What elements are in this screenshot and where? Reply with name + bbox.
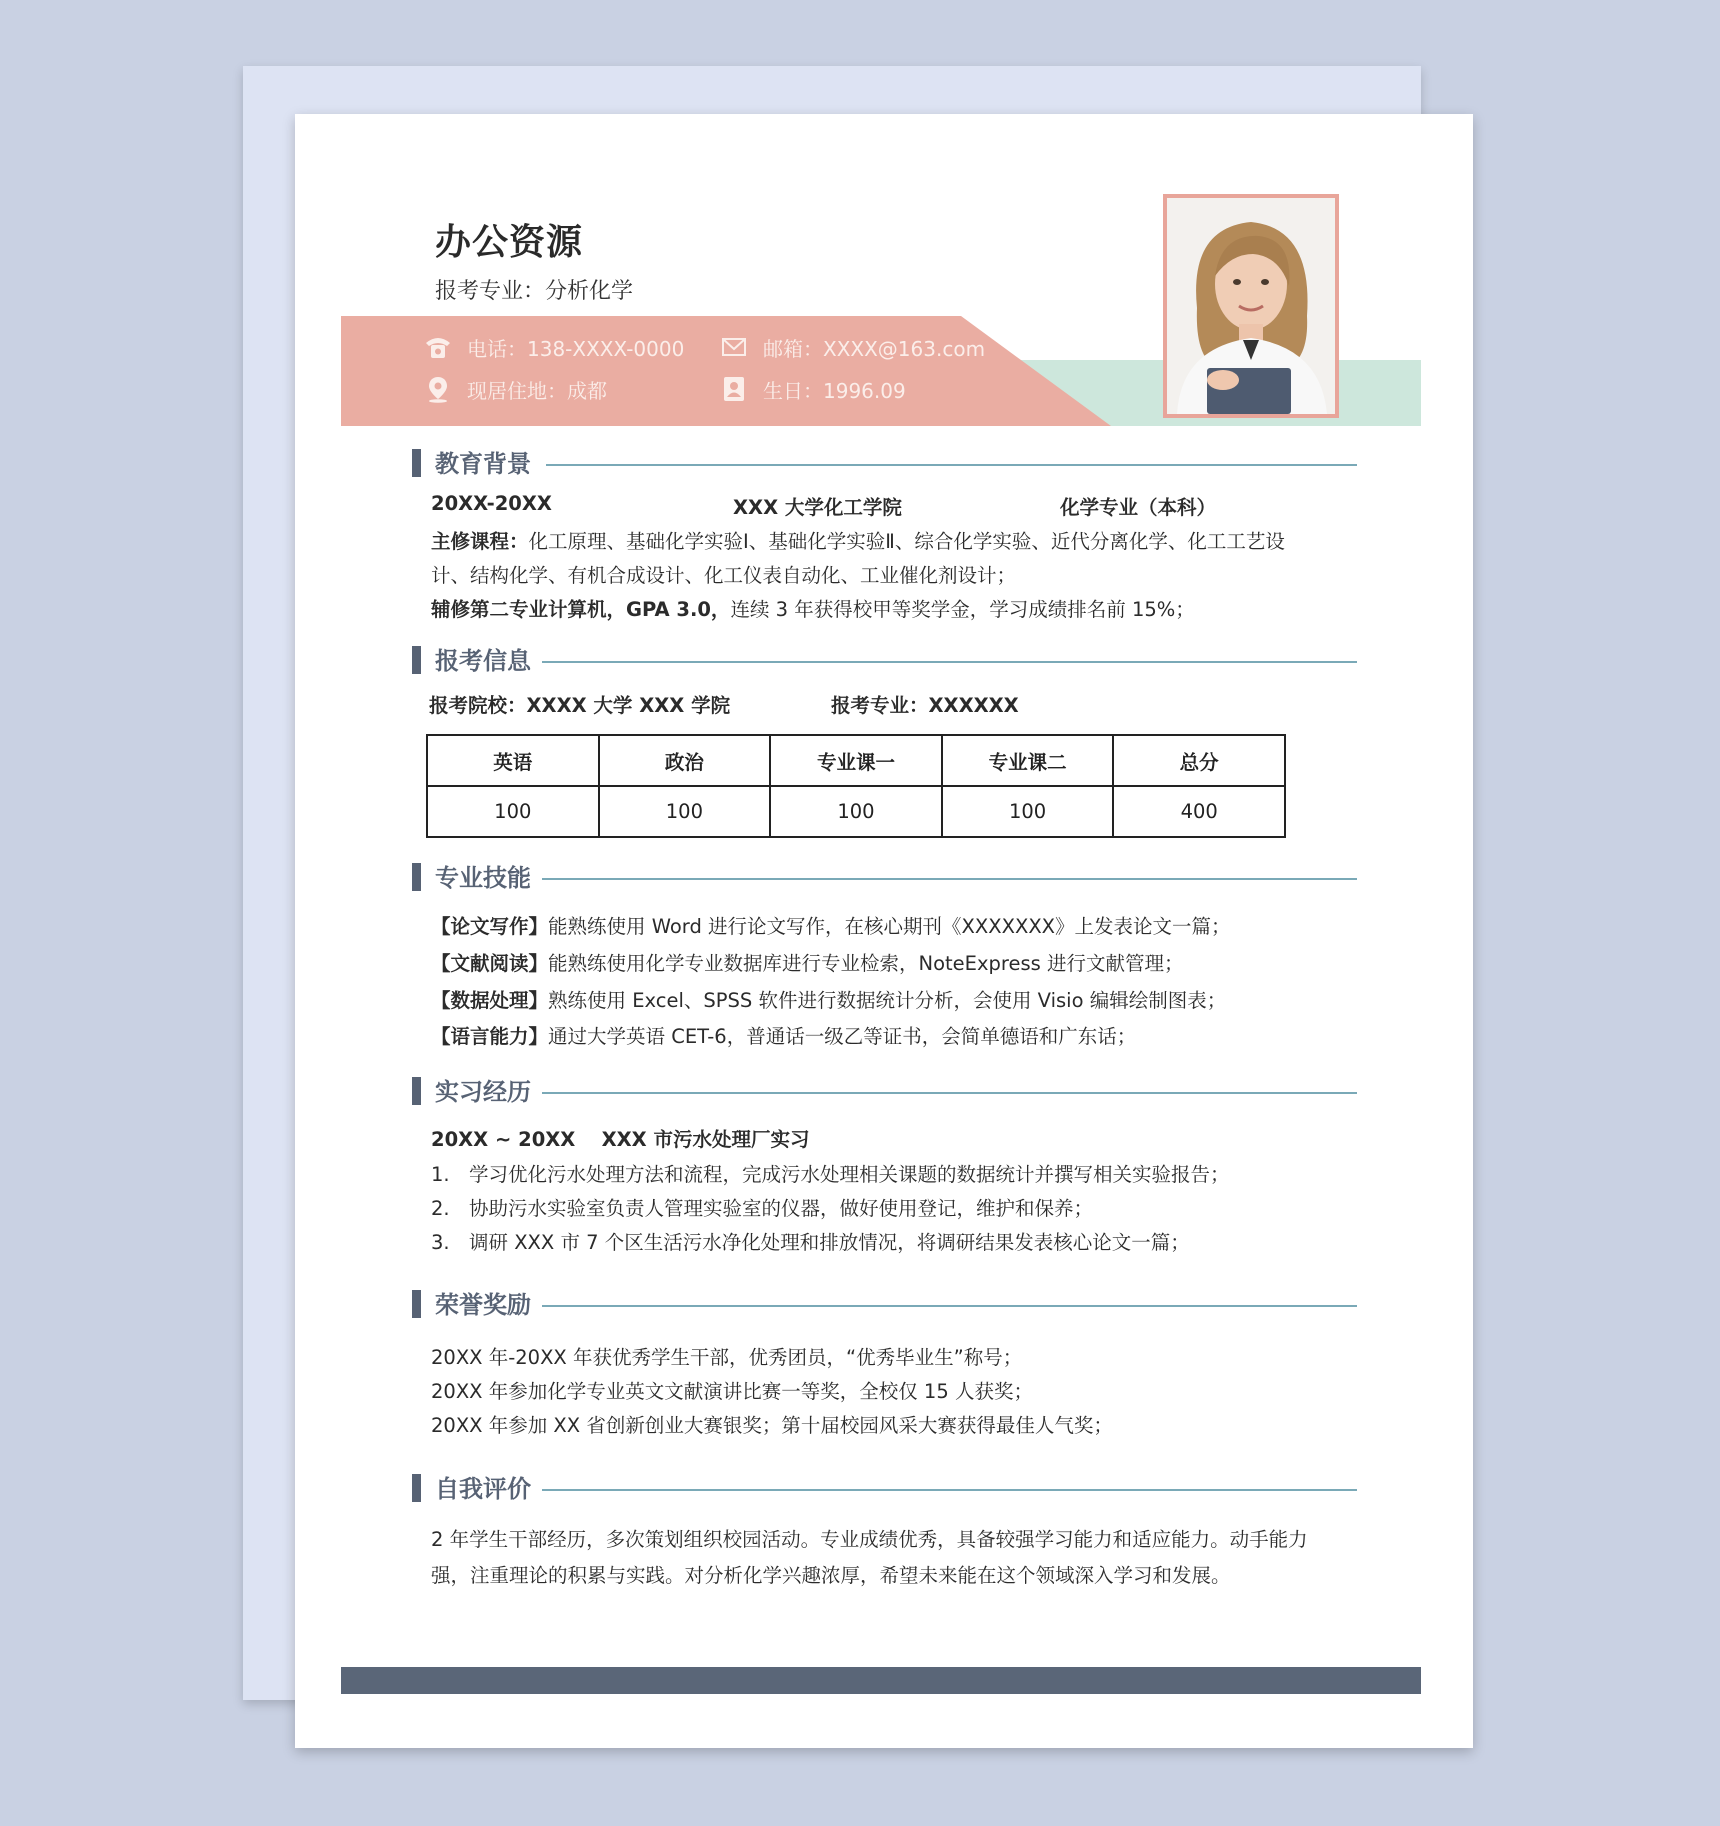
table-cell: 400 xyxy=(1113,786,1285,837)
skill-text: 熟练使用 Excel、SPSS 软件进行数据统计分析，会使用 Visio 编辑绘制图表； xyxy=(548,989,1227,1012)
candidate-name: 办公资源 xyxy=(435,221,584,263)
table-cell: 100 xyxy=(599,786,771,837)
list-number: 3. xyxy=(431,1231,450,1254)
internship-title: 20XX ~ 20XX XXX 市污水处理厂实习 xyxy=(431,1128,810,1151)
section-skills xyxy=(412,860,1357,894)
skill-label: 【论文写作】 xyxy=(431,915,549,938)
courses-label: 主修课程： xyxy=(431,530,529,553)
table-cell: 100 xyxy=(770,786,942,837)
list-text: 调研 XXX 市 7 个区生活污水净化处理和排放情况，将调研结果发表核心论文一篇； xyxy=(469,1231,1190,1254)
list-item xyxy=(431,1227,1190,1255)
mail-icon xyxy=(719,332,749,362)
skill-text: 通过大学英语 CET-6，普通话一级乙等证书，会简单德语和广东话； xyxy=(548,1025,1137,1048)
section-title: 报考信息 xyxy=(435,647,531,675)
exam-major: 报考专业：XXXXXX xyxy=(831,694,1019,717)
section-marker xyxy=(412,646,421,674)
courses-line1: 化工原理、基础化学实验Ⅰ、基础化学实验Ⅱ、综合化学实验、近代分离化学、化工工艺设 xyxy=(528,530,1285,553)
section-marker xyxy=(412,1077,421,1105)
contact-email xyxy=(719,332,985,362)
exam-school: 报考院校：XXXX 大学 XXX 学院 xyxy=(429,694,731,717)
table-header-cell: 专业课二 xyxy=(942,735,1114,786)
id-card-icon xyxy=(719,374,749,404)
score-table xyxy=(426,734,1286,838)
section-education xyxy=(412,446,1357,480)
section-internship xyxy=(412,1074,1357,1108)
section-marker xyxy=(412,1290,421,1318)
table-row xyxy=(427,786,1285,837)
minor-bold: 辅修第二专业计算机，GPA 3.0， xyxy=(431,598,731,621)
self-eval-line2: 强，注重理论的积累与实践。对分析化学兴趣浓厚，希望未来能在这个领域深入学习和发展。 xyxy=(431,1564,1231,1587)
table-cell: 100 xyxy=(427,786,599,837)
skill-text: 能熟练使用 Word 进行论文写作，在核心期刊《XXXXXXX》上发表论文一篇； xyxy=(548,915,1231,938)
table-cell: 100 xyxy=(942,786,1114,837)
section-marker xyxy=(412,1474,421,1502)
section-title: 教育背景 xyxy=(435,450,531,478)
section-divider xyxy=(542,1305,1357,1307)
honor-item: 20XX 年参加化学专业英文文献演讲比赛一等奖，全校仅 15 人获奖； xyxy=(431,1380,1033,1403)
contact-phone xyxy=(423,332,684,362)
section-self-evaluation xyxy=(412,1471,1357,1505)
email-text: 邮箱：XXXX@163.com xyxy=(763,336,986,361)
skill-label: 【语言能力】 xyxy=(431,1025,549,1048)
footer-bar xyxy=(341,1667,1421,1694)
table-header-cell: 总分 xyxy=(1113,735,1285,786)
table-header-cell: 专业课一 xyxy=(770,735,942,786)
section-exam xyxy=(412,643,1357,677)
section-divider xyxy=(546,464,1357,466)
list-number: 1. xyxy=(431,1163,450,1186)
skill-text: 能熟练使用化学专业数据库进行专业检索，NoteExpress 进行文献管理； xyxy=(548,952,1184,975)
skill-item xyxy=(431,985,1226,1013)
profile-photo xyxy=(1163,194,1339,418)
section-divider xyxy=(542,878,1357,880)
honor-item: 20XX 年参加 XX 省创新创业大赛银奖；第十届校园风采大赛获得最佳人气奖； xyxy=(431,1414,1113,1437)
contact-address xyxy=(423,374,607,404)
education-degree: 化学专业（本科） xyxy=(1060,496,1217,519)
list-text: 协助污水实验室负责人管理实验室的仪器，做好使用登记，维护和保养； xyxy=(469,1197,1094,1220)
skill-label: 【文献阅读】 xyxy=(431,952,549,975)
skill-label: 【数据处理】 xyxy=(431,989,549,1012)
contact-birthday xyxy=(719,374,906,404)
minor-rest: 连续 3 年获得校甲等奖学金，学习成绩排名前 15%； xyxy=(730,598,1195,621)
section-divider xyxy=(542,1489,1357,1491)
list-number: 2. xyxy=(431,1197,450,1220)
section-divider xyxy=(542,661,1357,663)
section-honors xyxy=(412,1287,1357,1321)
list-item xyxy=(431,1159,1230,1187)
skill-item xyxy=(431,1021,1136,1049)
section-title: 专业技能 xyxy=(435,864,531,892)
skill-item xyxy=(431,948,1184,976)
section-title: 实习经历 xyxy=(435,1078,531,1106)
section-marker xyxy=(412,449,421,477)
resume-page xyxy=(295,114,1473,1748)
education-school: XXX 大学化工学院 xyxy=(733,496,902,519)
table-header-cell: 政治 xyxy=(599,735,771,786)
education-courses xyxy=(431,526,1285,554)
courses-line2: 计、结构化学、有机合成设计、化工仪表自动化、工业催化剂设计； xyxy=(431,564,1017,587)
skill-item xyxy=(431,911,1231,939)
education-minor xyxy=(431,594,1195,622)
birthday-text: 生日：1996.09 xyxy=(763,378,906,403)
portrait-illustration xyxy=(1167,198,1335,414)
section-title: 荣誉奖励 xyxy=(435,1291,531,1319)
table-header-row xyxy=(427,735,1285,786)
education-period: 20XX-20XX xyxy=(431,492,552,515)
honor-item: 20XX 年-20XX 年获优秀学生干部，优秀团员，“优秀毕业生”称号； xyxy=(431,1346,1023,1369)
table-header-cell: 英语 xyxy=(427,735,599,786)
phone-text: 电话：138-XXXX-0000 xyxy=(467,336,685,361)
address-text: 现居住地：成都 xyxy=(467,378,607,403)
phone-icon xyxy=(423,332,453,362)
section-title: 自我评价 xyxy=(435,1475,531,1503)
section-marker xyxy=(412,863,421,891)
location-icon xyxy=(423,374,453,404)
target-major: 报考专业：分析化学 xyxy=(435,279,634,304)
self-eval-line1: 2 年学生干部经历，多次策划组织校园活动。专业成绩优秀，具备较强学习能力和适应能力。动手能力 xyxy=(431,1528,1308,1551)
section-divider xyxy=(542,1092,1357,1094)
list-item xyxy=(431,1193,1093,1221)
list-text: 学习优化污水处理方法和流程，完成污水处理相关课题的数据统计并撰写相关实验报告； xyxy=(469,1163,1230,1186)
